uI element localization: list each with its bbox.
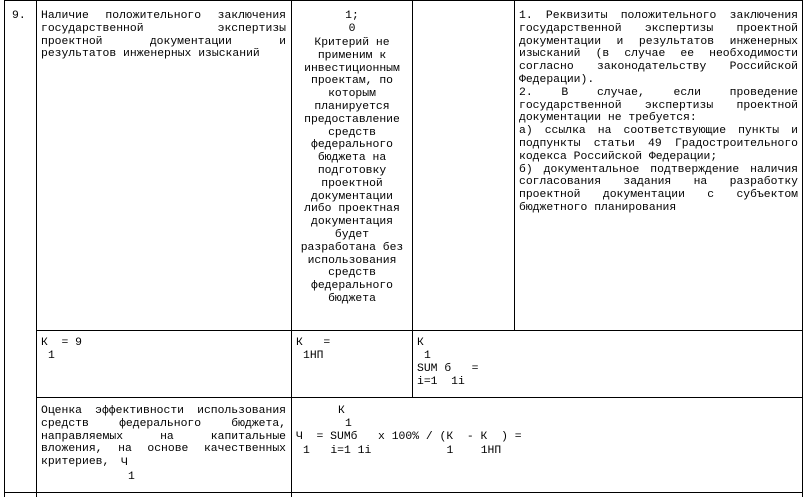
score-one: 1; (345, 10, 359, 22)
row-divider (4, 492, 803, 493)
k-subscript: 1 (48, 350, 55, 362)
sum-k: К (417, 337, 424, 349)
efficiency-symbol-subscript: 1 (128, 471, 135, 483)
documents-item-a: а) ссылка на соответствующие пункты и подпункты статьи 49 Градостроительного кодекса Российской Федерации; (519, 125, 798, 163)
column-divider (412, 0, 413, 398)
final-k: К (338, 405, 345, 417)
sum-subscript: i=1 1i (417, 376, 465, 388)
sum-k-subscript: 1 (424, 350, 431, 362)
row-divider (36, 330, 803, 331)
table-border-left (4, 0, 5, 497)
documents-item-b: б) документальное подтверждение наличия согласования задания на разработку проектной документации с субъектом бюджетного планирования (519, 163, 798, 214)
final-formula: Ч = SUMб x 100% / (К - К ) = (296, 431, 522, 443)
row-number: 9. (12, 10, 26, 22)
column-divider (36, 0, 37, 497)
criterion-note: Критерий не применим к инвестиционным проектам, по которым планируется предоставление средств федерального бюджета на подготовку проектной документации либо проектная документация будет разработана без использования средств федерального бюджета (300, 37, 404, 305)
final-formula-subscript: 1 i=1 1i 1 1НП (303, 445, 502, 457)
efficiency-label: Оценка эффективности использования средств федерального бюджета, направляемых на капитальные вложения, на основе качественных критериев, (41, 405, 286, 469)
column-divider (514, 0, 515, 331)
score-zero: 0 (348, 23, 356, 35)
documents-item-1: 1. Реквизиты положительного заключения государственной экспертизы проектной документации и результатов инженерных изысканий (в случае ее необходимости согласно законодательству Российской Федерации). (519, 10, 798, 86)
column-divider (291, 0, 292, 497)
documents-list (519, 10, 798, 215)
knp-formula: К = (296, 337, 331, 349)
row-divider (36, 397, 803, 398)
final-k-subscript: 1 (345, 418, 352, 430)
k-formula: К = 9 (41, 337, 83, 349)
documents-item-2: 2. В случае, если проведение государственной экспертизы проектной документации не требуется: (519, 86, 798, 125)
indicator-name: Наличие положительного заключения государственной экспертизы проектной документации и результатов инженерных изысканий (41, 10, 286, 61)
knp-subscript: 1НП (303, 350, 324, 362)
efficiency-symbol: Ч (121, 457, 128, 469)
row-divider (4, 0, 803, 1)
table-border-right (802, 0, 803, 497)
sum-formula: SUM б = (417, 363, 479, 375)
